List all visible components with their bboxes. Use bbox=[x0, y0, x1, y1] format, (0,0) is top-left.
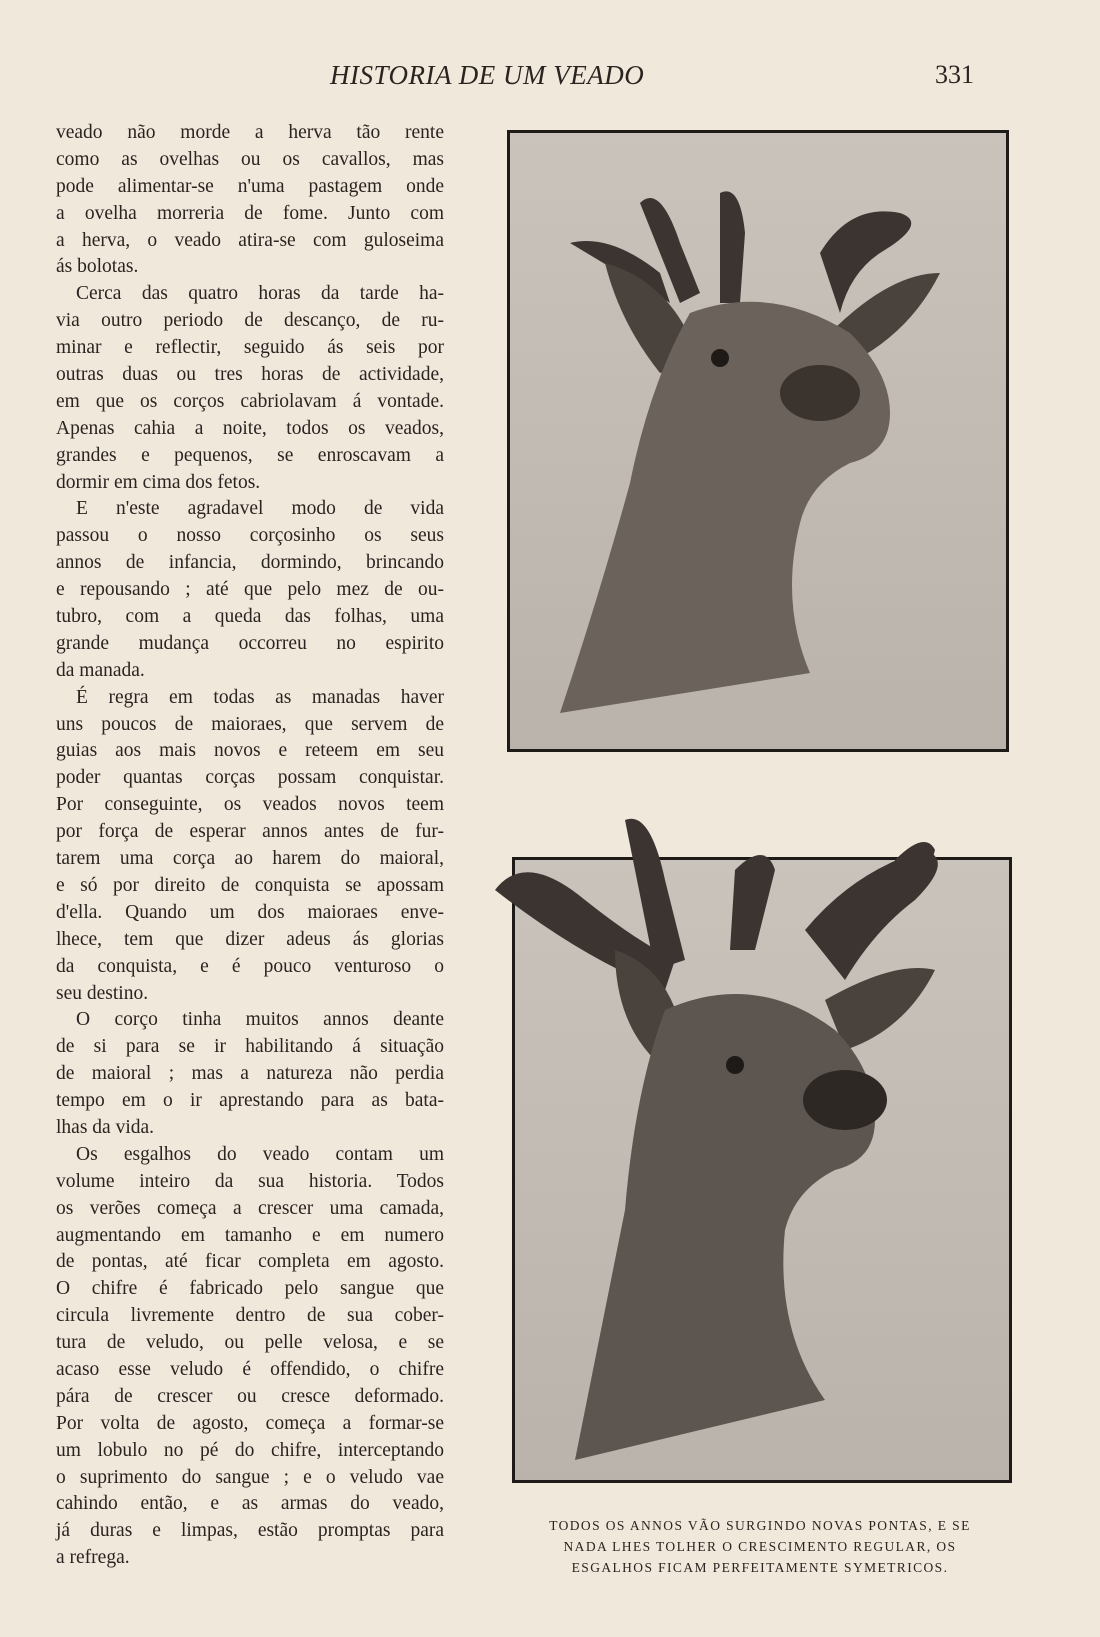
text-line: o suprimento do sangue ; e o veludo vae bbox=[56, 1466, 444, 1488]
text-line: lhas da vida. bbox=[56, 1116, 155, 1138]
text-line: a herva, o veado atira-se com guloseima bbox=[56, 229, 444, 251]
caption-line: TODOS OS ANNOS VÃO SURGINDO NOVAS PONTAS, E SE bbox=[549, 1518, 971, 1533]
text-line: circula livremente dentro de sua cober- bbox=[56, 1305, 444, 1327]
text-line: ás bolotas. bbox=[56, 256, 139, 278]
text-line: de pontas, até ficar completa em agosto. bbox=[56, 1251, 444, 1273]
text-line: pára de crescer ou cresce deformado. bbox=[56, 1385, 444, 1407]
text-line: acaso esse veludo é offendido, o chifre bbox=[56, 1358, 444, 1380]
text-line: Por conseguinte, os veados novos teem bbox=[56, 794, 444, 816]
text-line: É regra em todas as manadas haver bbox=[76, 686, 444, 708]
text-line: dormir em cima dos fetos. bbox=[56, 471, 261, 493]
page-header-title: HISTORIA DE UM VEADO bbox=[330, 60, 645, 90]
body-text-column bbox=[56, 120, 444, 1572]
text-line: poder quantas corças possam conquistar. bbox=[56, 767, 444, 789]
paragraph bbox=[56, 281, 444, 496]
text-line: por força de esperar annos antes de fur- bbox=[56, 821, 444, 843]
text-line: E n'este agradavel modo de vida bbox=[76, 498, 444, 520]
figure-caption bbox=[500, 1515, 1020, 1578]
text-line: O corço tinha muitos annos deante bbox=[76, 1009, 444, 1031]
text-line: Apenas cahia a noite, todos os veados, bbox=[56, 417, 444, 439]
caption-line: NADA LHES TOLHER O CRESCIMENTO REGULAR, OS bbox=[563, 1539, 957, 1554]
text-line: tempo em o ir aprestando para as bata- bbox=[56, 1090, 444, 1112]
text-line: da conquista, e é pouco venturoso o bbox=[56, 955, 444, 977]
paragraph bbox=[56, 496, 444, 684]
text-line: seu destino. bbox=[56, 982, 149, 1004]
text-line: de si para se ir habilitando á situação bbox=[56, 1036, 444, 1058]
text-line: a ovelha morreria de fome. Junto com bbox=[56, 202, 444, 224]
caption-line: ESGALHOS FICAM PERFEITAMENTE SYMETRICOS. bbox=[571, 1560, 949, 1575]
text-line: grandes e pequenos, se enroscavam a bbox=[56, 444, 444, 466]
text-line: e repousando ; até que pelo mez de ou- bbox=[56, 579, 444, 601]
text-line: uns poucos de maioraes, que servem de bbox=[56, 713, 444, 735]
text-line: tura de veludo, ou pelle velosa, e se bbox=[56, 1332, 444, 1354]
text-line: pode alimentar-se n'uma pastagem onde bbox=[56, 175, 444, 197]
text-line: já duras e limpas, estão promptas para bbox=[56, 1520, 444, 1542]
text-line: cahindo então, e as armas do veado, bbox=[56, 1493, 444, 1515]
text-line: da manada. bbox=[56, 659, 145, 681]
deer-head-illustration bbox=[510, 133, 1006, 749]
text-line: grande mudança occorreu no espirito bbox=[56, 632, 444, 654]
text-line: O chifre é fabricado pelo sangue que bbox=[56, 1278, 444, 1300]
page-number: 331 bbox=[935, 60, 974, 89]
text-line: guias aos mais novos e reteem em seu bbox=[56, 740, 444, 762]
text-line: outras duas ou tres horas de actividade, bbox=[56, 364, 444, 386]
text-line: de maioral ; mas a natureza não perdia bbox=[56, 1063, 444, 1085]
text-line: Os esgalhos do veado contam um bbox=[76, 1143, 444, 1165]
text-line: tarem uma corça ao harem do maioral, bbox=[56, 848, 444, 870]
text-line: augmentando em tamanho e em numero bbox=[56, 1224, 444, 1246]
text-line: a refrega. bbox=[56, 1547, 130, 1569]
text-line: via outro periodo de descanço, de ru- bbox=[56, 310, 444, 332]
text-line: e só por direito de conquista se apossam bbox=[56, 874, 444, 896]
paragraph bbox=[56, 1007, 444, 1141]
text-line: volume inteiro da sua historia. Todos bbox=[56, 1170, 444, 1192]
text-line: passou o nosso corçosinho os seus bbox=[56, 525, 444, 547]
paragraph bbox=[56, 1142, 444, 1572]
text-line: como as ovelhas ou os cavallos, mas bbox=[56, 148, 444, 170]
text-line: em que os corços cabriolavam á vontade. bbox=[56, 390, 444, 412]
text-line: Cerca das quatro horas da tarde ha- bbox=[76, 283, 444, 305]
text-line: tubro, com a queda das folhas, uma bbox=[56, 606, 444, 628]
text-line: lhece, tem que dizer adeus ás glorias bbox=[56, 928, 444, 950]
paragraph bbox=[56, 120, 444, 281]
deer-head-illustration bbox=[475, 780, 1035, 1480]
text-line: um lobulo no pé do chifre, interceptando bbox=[56, 1439, 444, 1461]
deer-photo-top bbox=[507, 130, 1009, 752]
text-line: d'ella. Quando um dos maioraes enve- bbox=[56, 901, 444, 923]
text-line: minar e reflectir, seguido ás seis por bbox=[56, 337, 444, 359]
text-line: annos de infancia, dormindo, brincando bbox=[56, 552, 444, 574]
text-line: os verões começa a crescer uma camada, bbox=[56, 1197, 444, 1219]
paragraph bbox=[56, 685, 444, 1008]
deer-photo-bottom bbox=[512, 857, 1012, 1483]
text-line: veado não morde a herva tão rente bbox=[56, 122, 444, 143]
text-line: Por volta de agosto, começa a formar-se bbox=[56, 1412, 444, 1434]
